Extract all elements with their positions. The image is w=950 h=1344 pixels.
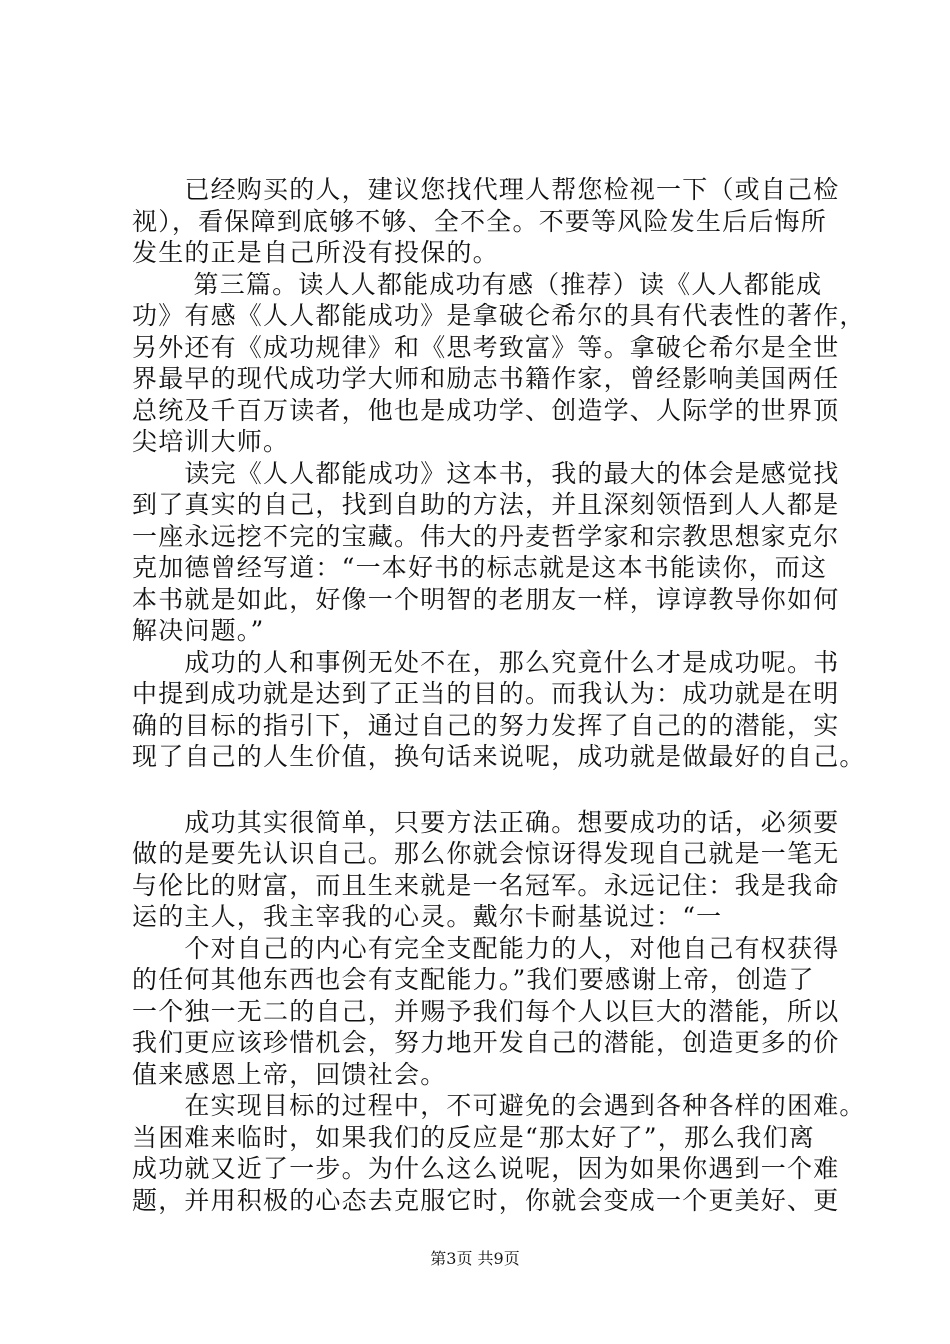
- text-line: 另外还有《成功规律》和《思考致富》等。拿破仑希尔是全世: [132, 332, 840, 362]
- text-line: 运的主人，我主宰我的心灵。戴尔卡耐基说过：“一: [132, 902, 723, 931]
- text-line: 克加德曾经写道：“一本好书的标志就是这本书能读你，而这: [132, 553, 828, 582]
- text-line: 本书就是如此，好像一个明智的老朋友一样，谆谆教导你如何: [132, 584, 840, 614]
- text-line: 解决问题。”: [132, 616, 265, 645]
- text-line: 值来感恩上帝，回馈社会。: [132, 1059, 447, 1089]
- text-line: 已经购买的人，建议您找代理人帮您检视一下（或自己检: [132, 175, 840, 204]
- text-line: 中提到成功就是达到了正当的目的。而我认为：成功就是在明: [132, 679, 840, 708]
- page-number-footer: 第3页 共9页: [430, 1249, 520, 1268]
- text-line: 与伦比的财富，而且生来就是一名冠军。永远记住：我是我命: [132, 870, 840, 900]
- text-line: 读完《人人都能成功》这本书，我的最大的体会是感觉找: [132, 458, 840, 488]
- text-line: 视），看保障到底够不够、全不全。不要等风险发生后后悔所: [132, 206, 827, 236]
- text-line: 成功的人和事例无处不在，那么究竟什么才是成功呢。书: [132, 647, 840, 677]
- text-line: 题，并用积极的心态去克服它时，你就会变成一个更美好、更: [132, 1185, 840, 1215]
- paragraph-gap: [132, 773, 832, 807]
- text-line: 当困难来临时，如果我们的反应是“那太好了”，那么我们离: [132, 1122, 815, 1152]
- text-line: 现了自己的人生价值，换句话来说呢，成功就是做最好的自己。: [132, 742, 866, 771]
- text-line: 成功其实很简单，只要方法正确。想要成功的话，必须要: [132, 807, 840, 837]
- text-line: 的任何其他东西也会有支配能力。”我们要感谢上帝，创造了: [132, 965, 815, 994]
- text-line: 确的目标的指引下，通过自己的努力发挥了自己的的潜能，实: [132, 710, 840, 740]
- text-line: 功》有感《人人都能成功》是拿破仑希尔的具有代表性的著作，: [132, 301, 866, 330]
- text-line: 在实现目标的过程中，不可避免的会遇到各种各样的困难。: [132, 1091, 866, 1120]
- text-line: 总统及千百万读者，他也是成功学、创造学、人际学的世界顶: [132, 395, 840, 425]
- text-line: 到了真实的自己，找到自助的方法，并且深刻领悟到人人都是: [132, 490, 840, 519]
- text-line: 尖培训大师。: [132, 427, 290, 456]
- text-line: 成功就又近了一步。为什么这么说呢，因为如果你遇到一个难: [132, 1154, 840, 1183]
- text-line: 一个独一无二的自己，并赐予我们每个人以巨大的潜能，所以: [132, 996, 840, 1026]
- text-line: 界最早的现代成功学大师和励志书籍作家，曾经影响美国两任: [132, 364, 840, 393]
- text-line: 个对自己的内心有完全支配能力的人，对他自己有权获得: [132, 933, 840, 963]
- text-line: 一座永远挖不完的宝藏。伟大的丹麦哲学家和宗教思想家克尔: [132, 521, 840, 551]
- text-line: 发生的正是自己所没有投保的。: [132, 238, 499, 267]
- text-line: 我们更应该珍惜机会，努力地开发自己的潜能，创造更多的价: [132, 1028, 840, 1057]
- document-body: [132, 174, 866, 1216]
- text-line: 第三篇。读人人都能成功有感（推荐）读《人人都能成: [132, 269, 823, 299]
- text-line: 做的是要先认识自己。那么你就会惊讶得发现自己就是一笔无: [132, 839, 840, 868]
